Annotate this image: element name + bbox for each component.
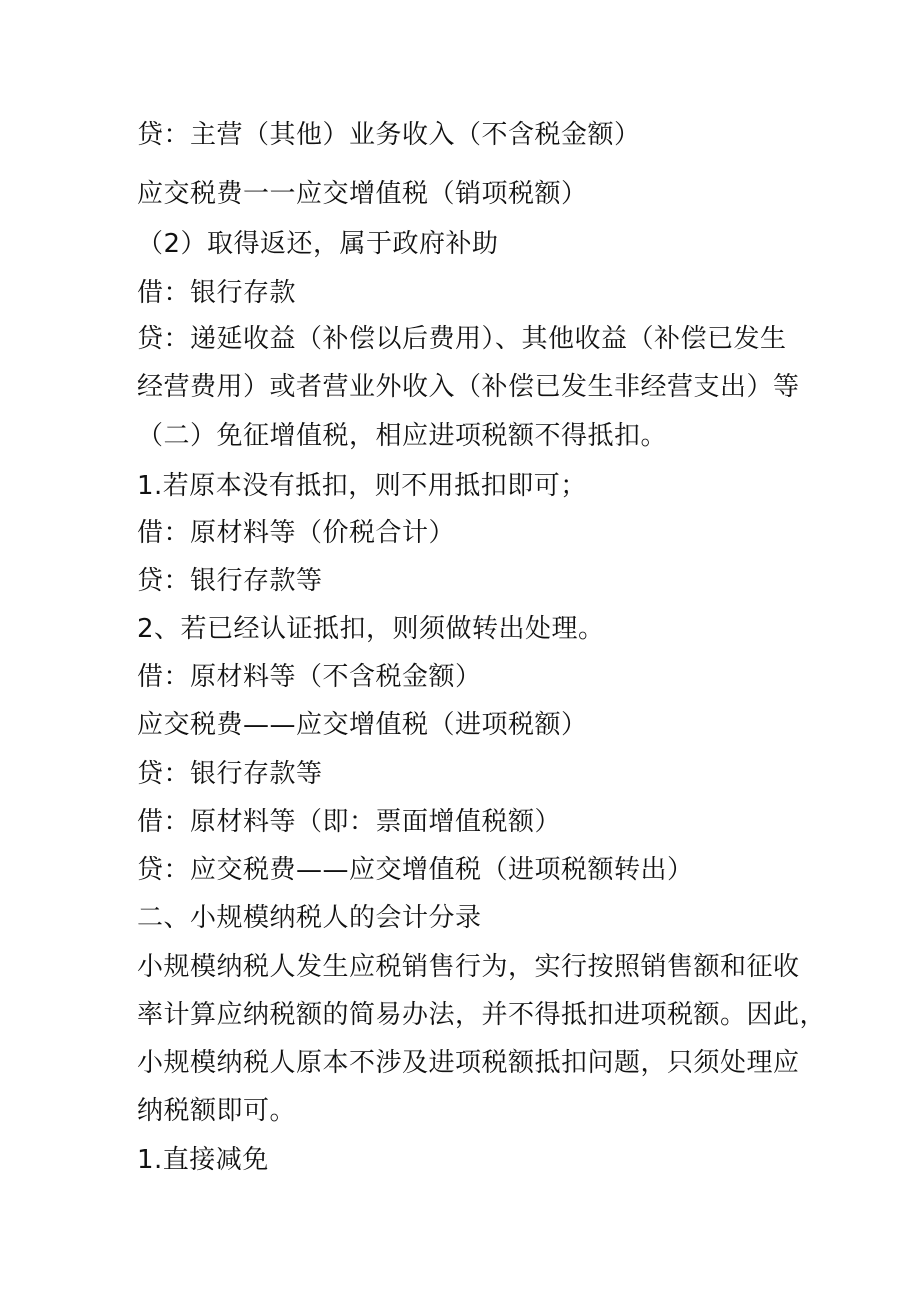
text-line: 借：银行存款: [137, 278, 297, 308]
text-line: 贷：递延收益（补偿以后费用）、其他收益（补偿已发生: [137, 324, 787, 354]
text-line: 贷：银行存款等: [137, 759, 323, 789]
text-line: 借：原材料等（不含税金额）: [137, 662, 482, 692]
text-line: 贷：银行存款等: [137, 566, 323, 596]
text-line: 经营费用）或者营业外收入（补偿已发生非经营支出）等: [137, 372, 800, 402]
text-line: 贷：主营（其他）业务收入（不含税金额）: [137, 120, 641, 150]
text-line: 纳税额即可。: [137, 1096, 297, 1126]
text-line: 1.若原本没有抵扣，则不用抵扣即可；: [137, 471, 587, 501]
text-line: 率计算应纳税额的简易办法，并不得抵扣进项税额。因此，: [137, 1000, 827, 1030]
text-line: 应交税费一一应交增值税（销项税额）: [137, 179, 588, 209]
text-line: 小规模纳税人原本不涉及进项税额抵扣问题，只须处理应: [137, 1048, 800, 1078]
text-line: 2、若已经认证抵扣，则须做转出处理。: [137, 614, 605, 644]
text-line: 借：原材料等（即：票面增值税额）: [137, 807, 562, 837]
text-line: （二）免征增值税，相应进项税额不得抵扣。: [137, 421, 668, 451]
text-line: （2）取得返还，属于政府补助: [137, 229, 499, 259]
text-line: 应交税费——应交增值税（进项税额）: [137, 710, 588, 740]
section-heading: 二、小规模纳税人的会计分录: [137, 903, 482, 933]
text-line: 贷：应交税费——应交增值税（进项税额转出）: [137, 855, 694, 885]
text-line: 小规模纳税人发生应税销售行为，实行按照销售额和征收: [137, 952, 800, 982]
text-line: 1.直接减免: [137, 1145, 269, 1175]
text-line: 借：原材料等（价税合计）: [137, 518, 456, 548]
